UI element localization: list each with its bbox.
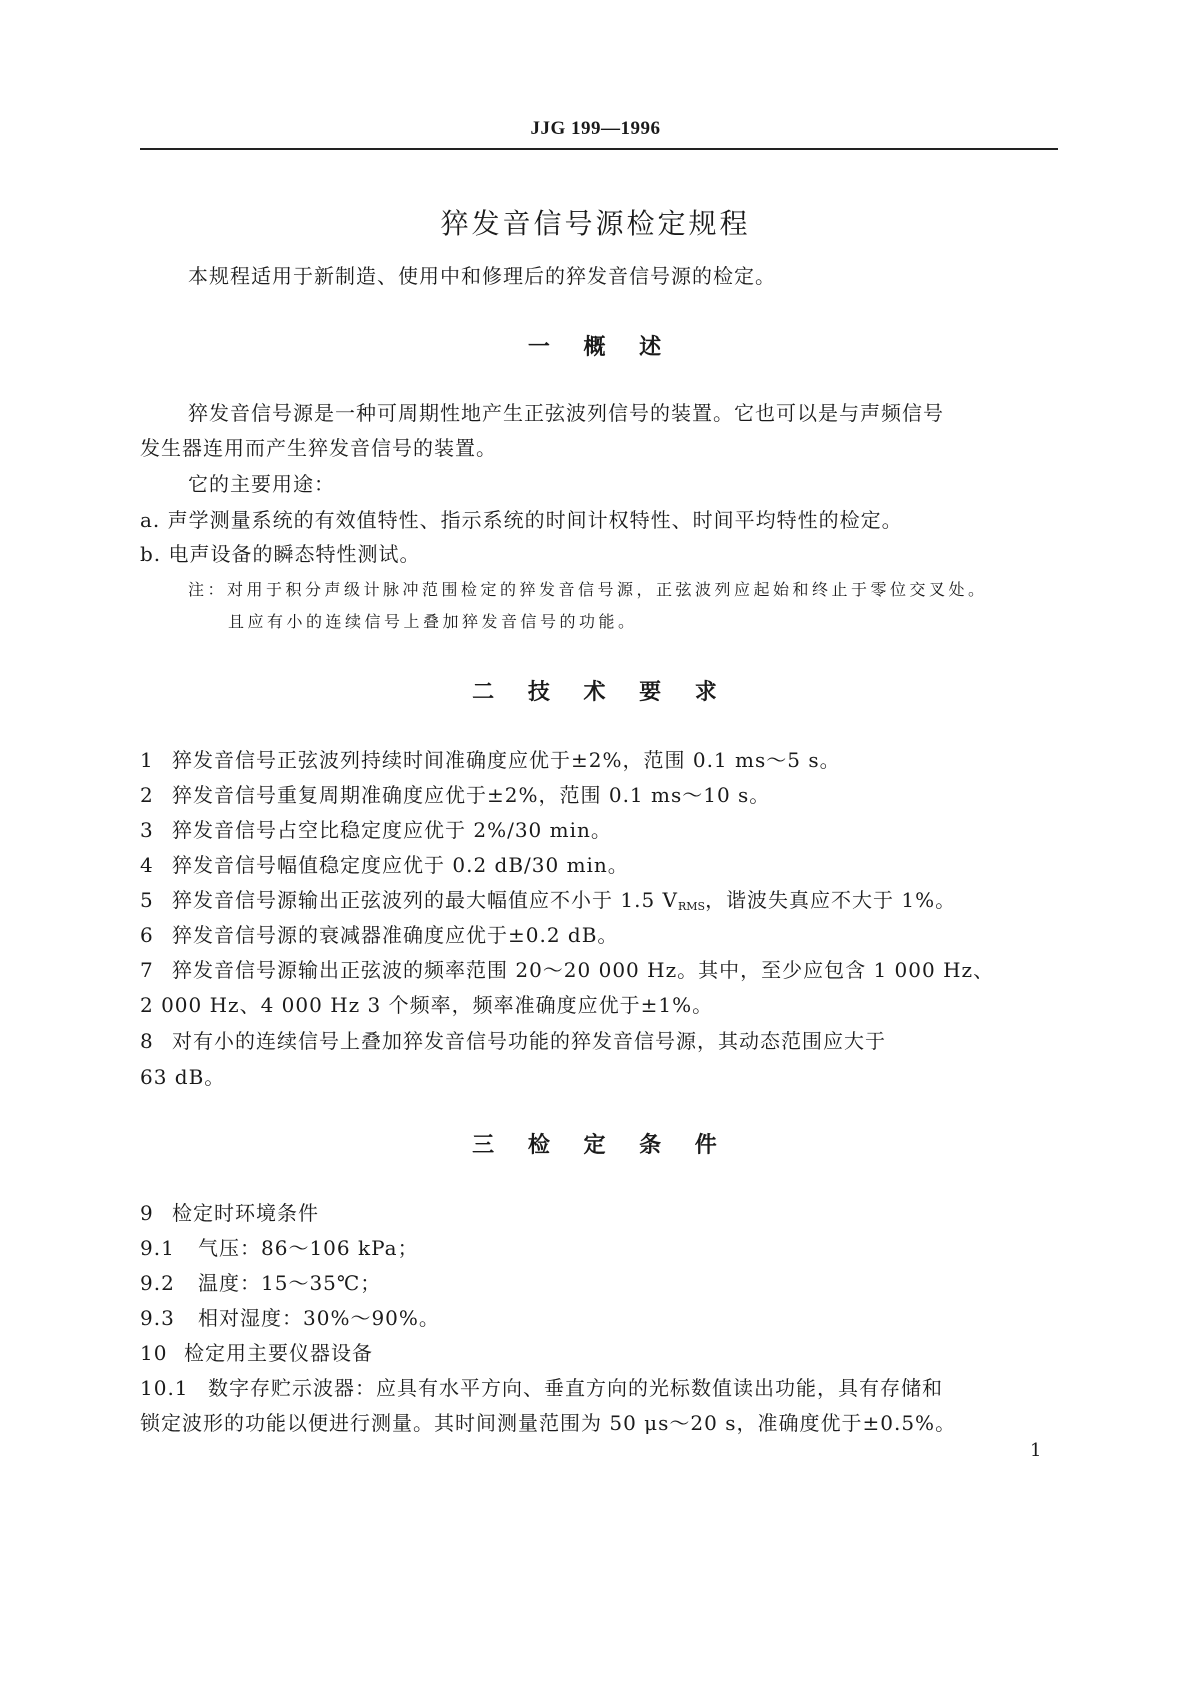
- overview-paragraph-1: 猝发音信号源是一种可周期性地产生正弦波列信号的装置。它也可以是与声频信号: [188, 401, 944, 425]
- note-line-2: 且应有小的连续信号上叠加猝发音信号的功能。: [228, 612, 638, 631]
- condition-item: 10 检定用主要仪器设备: [140, 1341, 373, 1365]
- requirement-item: 3 猝发音信号占空比稳定度应优于 2%/30 min。: [140, 818, 612, 842]
- condition-item: 9.1 气压：86～106 kPa；: [140, 1236, 419, 1260]
- overview-paragraph-1-cont: 发生器连用而产生猝发音信号的装置。: [140, 436, 497, 460]
- requirement-item: 8 对有小的连续信号上叠加猝发音信号功能的猝发音信号源，其动态范围应大于: [140, 1029, 886, 1053]
- requirement-item: 5 猝发音信号源输出正弦波列的最大幅值应不小于 1.5 $V_{RMS}$，谐波失真应不大于 1%。: [140, 888, 957, 913]
- use-item-a: [140, 506, 903, 534]
- requirement-item-continuation: 2 000 Hz、4 000 Hz 3 个频率，频率准确度应优于±1%。: [140, 993, 714, 1017]
- note-line-1: 注：对用于积分声级计脉冲范围检定的猝发音信号源，正弦波列应起始和终止于零位交叉处。: [188, 580, 988, 599]
- condition-item: 9.3 相对湿度：30%～90%。: [140, 1306, 440, 1330]
- requirement-item: 2 猝发音信号重复周期准确度应优于±2%，范围 0.1 ms～10 s。: [140, 783, 771, 807]
- condition-item: 10.1 数字存贮示波器：应具有水平方向、垂直方向的光标数值读出功能，具有存储和: [140, 1376, 943, 1400]
- rms-subscript: RMS: [677, 900, 706, 913]
- header-divider: [140, 148, 1058, 150]
- use-item-text: 电声设备的瞬态特性测试。: [168, 542, 421, 566]
- use-item-text: 声学测量系统的有效值特性、指示系统的时间计权特性、时间平均特性的检定。: [167, 508, 903, 532]
- use-item-b: [140, 540, 421, 568]
- section-heading-technical-requirements: 二 技 术 要 求: [472, 680, 719, 705]
- use-item-label: a.: [140, 508, 161, 532]
- condition-item: 9 检定时环境条件: [140, 1201, 319, 1225]
- requirement-item: 7 猝发音信号源输出正弦波的频率范围 20～20 000 Hz。其中，至少应包含 1 000 Hz、: [140, 958, 995, 982]
- section-heading-overview: 一 概 述: [527, 335, 664, 360]
- page-number: 1: [1030, 1440, 1042, 1461]
- uses-intro: 它的主要用途：: [188, 472, 335, 496]
- section-heading-verification-conditions: 三 检 定 条 件: [472, 1133, 719, 1158]
- condition-item-continuation: 锁定波形的功能以便进行测量。其时间测量范围为 50 μs～20 s，准确度优于±0.5%。: [140, 1411, 957, 1435]
- requirement-item-continuation: 63 dB。: [140, 1065, 226, 1089]
- use-item-label: b.: [140, 542, 162, 566]
- requirement-item: 4 猝发音信号幅值稳定度应优于 0.2 dB/30 min。: [140, 853, 629, 877]
- scope-statement: 本规程适用于新制造、使用中和修理后的猝发音信号源的检定。: [188, 264, 776, 288]
- standard-code: JJG 199—1996: [530, 118, 661, 139]
- requirement-item: 1 猝发音信号正弦波列持续时间准确度应优于±2%，范围 0.1 ms～5 s。: [140, 748, 841, 772]
- condition-item: 9.2 温度：15～35℃；: [140, 1271, 382, 1295]
- document-title: 猝发音信号源检定规程: [440, 207, 751, 240]
- requirement-item: 6 猝发音信号源的衰减器准确度应优于±0.2 dB。: [140, 923, 619, 947]
